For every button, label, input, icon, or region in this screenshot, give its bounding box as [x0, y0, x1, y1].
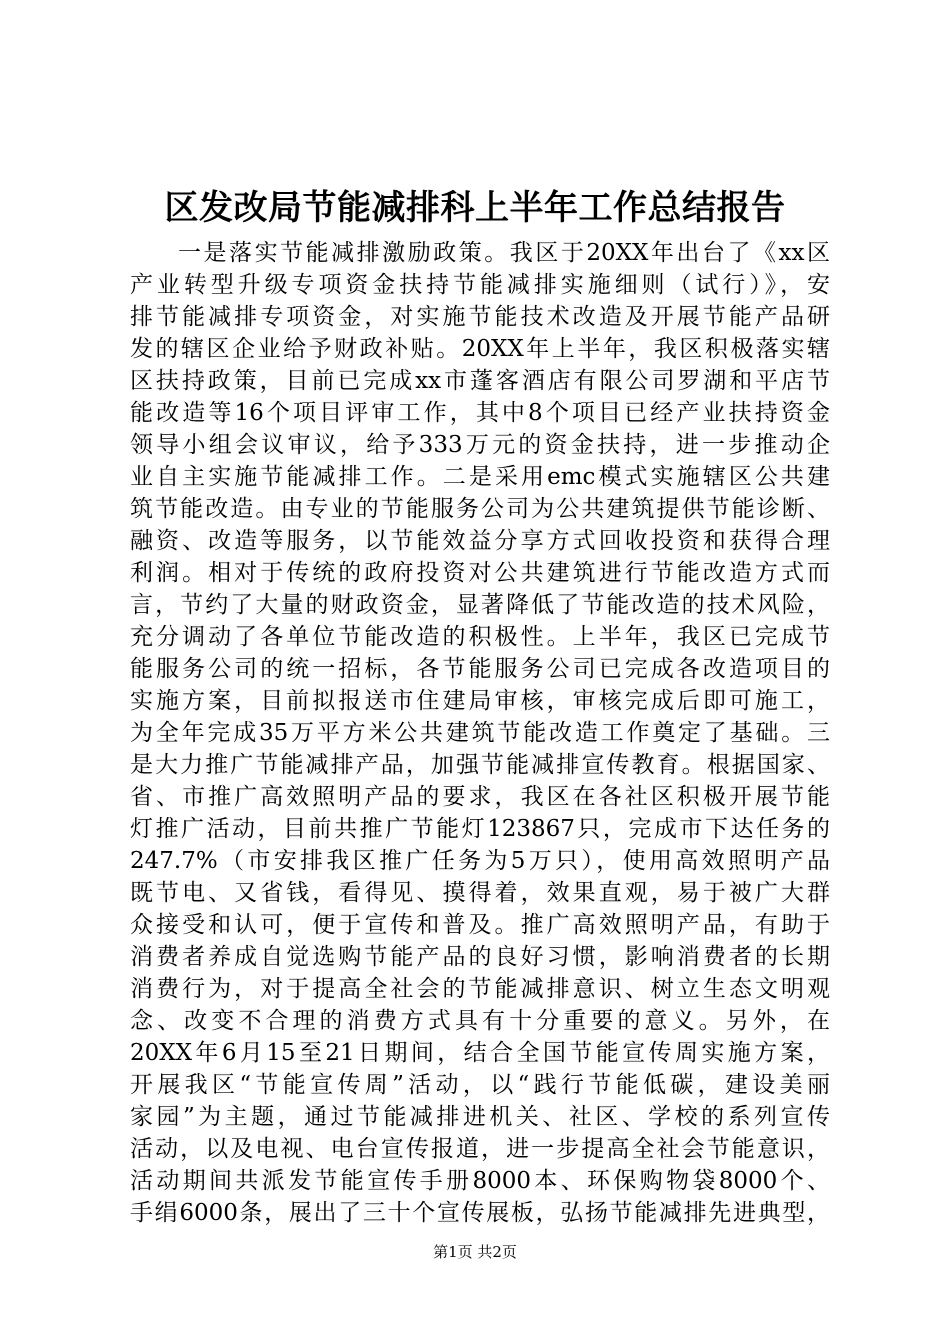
body-line: 充分调动了各单位节能改造的积极性。上半年，我区已完成节	[130, 624, 830, 650]
body-line: 利润。相对于传统的政府投资对公共建筑进行节能改造方式而	[130, 560, 830, 586]
document-body	[130, 237, 830, 1229]
body-line: 念、改变不合理的消费方式具有十分重要的意义。另外，在	[130, 1008, 830, 1034]
page-number-footer: 第1页 共2页	[433, 1243, 517, 1261]
body-line: 领导小组会议审议，给予333万元的资金扶持，进一步推动企	[130, 432, 830, 458]
body-line: 能改造等16个项目评审工作，其中8个项目已经产业扶持资金	[130, 400, 830, 426]
body-line: 能服务公司的统一招标，各节能服务公司已完成各改造项目的	[130, 656, 830, 682]
body-line: 众接受和认可，便于宣传和普及。推广高效照明产品，有助于	[130, 912, 830, 938]
body-line: 活动期间共派发节能宣传手册8000本、环保购物袋8000个、	[130, 1168, 830, 1194]
body-line: 实施方案，目前拟报送市住建局审核，审核完成后即可施工，	[130, 688, 830, 714]
body-line: 区扶持政策，目前已完成xx市蓬客酒店有限公司罗湖和平店节	[130, 368, 830, 394]
body-line: 开展我区“节能宣传周”活动，以“践行节能低碳，建设美丽	[130, 1072, 830, 1098]
body-line: 融资、改造等服务，以节能效益分享方式回收投资和获得合理	[130, 528, 830, 554]
body-line: 发的辖区企业给予财政补贴。20XX年上半年，我区积极落实辖	[130, 336, 830, 362]
body-line: 为全年完成35万平方米公共建筑节能改造工作奠定了基础。三	[130, 720, 830, 746]
body-line: 消费行为，对于提高全社会的节能减排意识、树立生态文明观	[130, 976, 830, 1002]
body-line: 产业转型升级专项资金扶持节能减排实施细则（试行）》，安	[130, 272, 830, 298]
body-line: 灯推广活动，目前共推广节能灯123867只，完成市下达任务的	[130, 816, 830, 842]
body-line: 业自主实施节能减排工作。二是采用emc模式实施辖区公共建	[130, 464, 830, 490]
body-line: 一是落实节能减排激励政策。我区于20XX年出台了《xx区	[178, 240, 830, 266]
body-line: 手绢6000条，展出了三十个宣传展板，弘扬节能减排先进典型，	[130, 1200, 830, 1226]
body-line: 20XX年6月15至21日期间，结合全国节能宣传周实施方案，	[130, 1040, 830, 1066]
body-line: 是大力推广节能减排产品，加强节能减排宣传教育。根据国家、	[130, 752, 830, 778]
body-line: 既节电、又省钱，看得见、摸得着，效果直观，易于被广大群	[130, 880, 830, 906]
document-title: 区发改局节能减排科上半年工作总结报告	[164, 188, 786, 228]
body-line: 言，节约了大量的财政资金，显著降低了节能改造的技术风险，	[130, 592, 830, 618]
body-line: 活动，以及电视、电台宣传报道，进一步提高全社会节能意识，	[130, 1136, 830, 1162]
body-line: 排节能减排专项资金，对实施节能技术改造及开展节能产品研	[130, 304, 830, 330]
body-line: 247.7%（市安排我区推广任务为5万只），使用高效照明产品	[130, 848, 830, 874]
body-line: 省、市推广高效照明产品的要求，我区在各社区积极开展节能	[130, 784, 830, 810]
body-line: 筑节能改造。由专业的节能服务公司为公共建筑提供节能诊断、	[130, 496, 830, 522]
body-line: 消费者养成自觉选购节能产品的良好习惯，影响消费者的长期	[130, 944, 830, 970]
body-line: 家园”为主题，通过节能减排进机关、社区、学校的系列宣传	[130, 1104, 830, 1130]
